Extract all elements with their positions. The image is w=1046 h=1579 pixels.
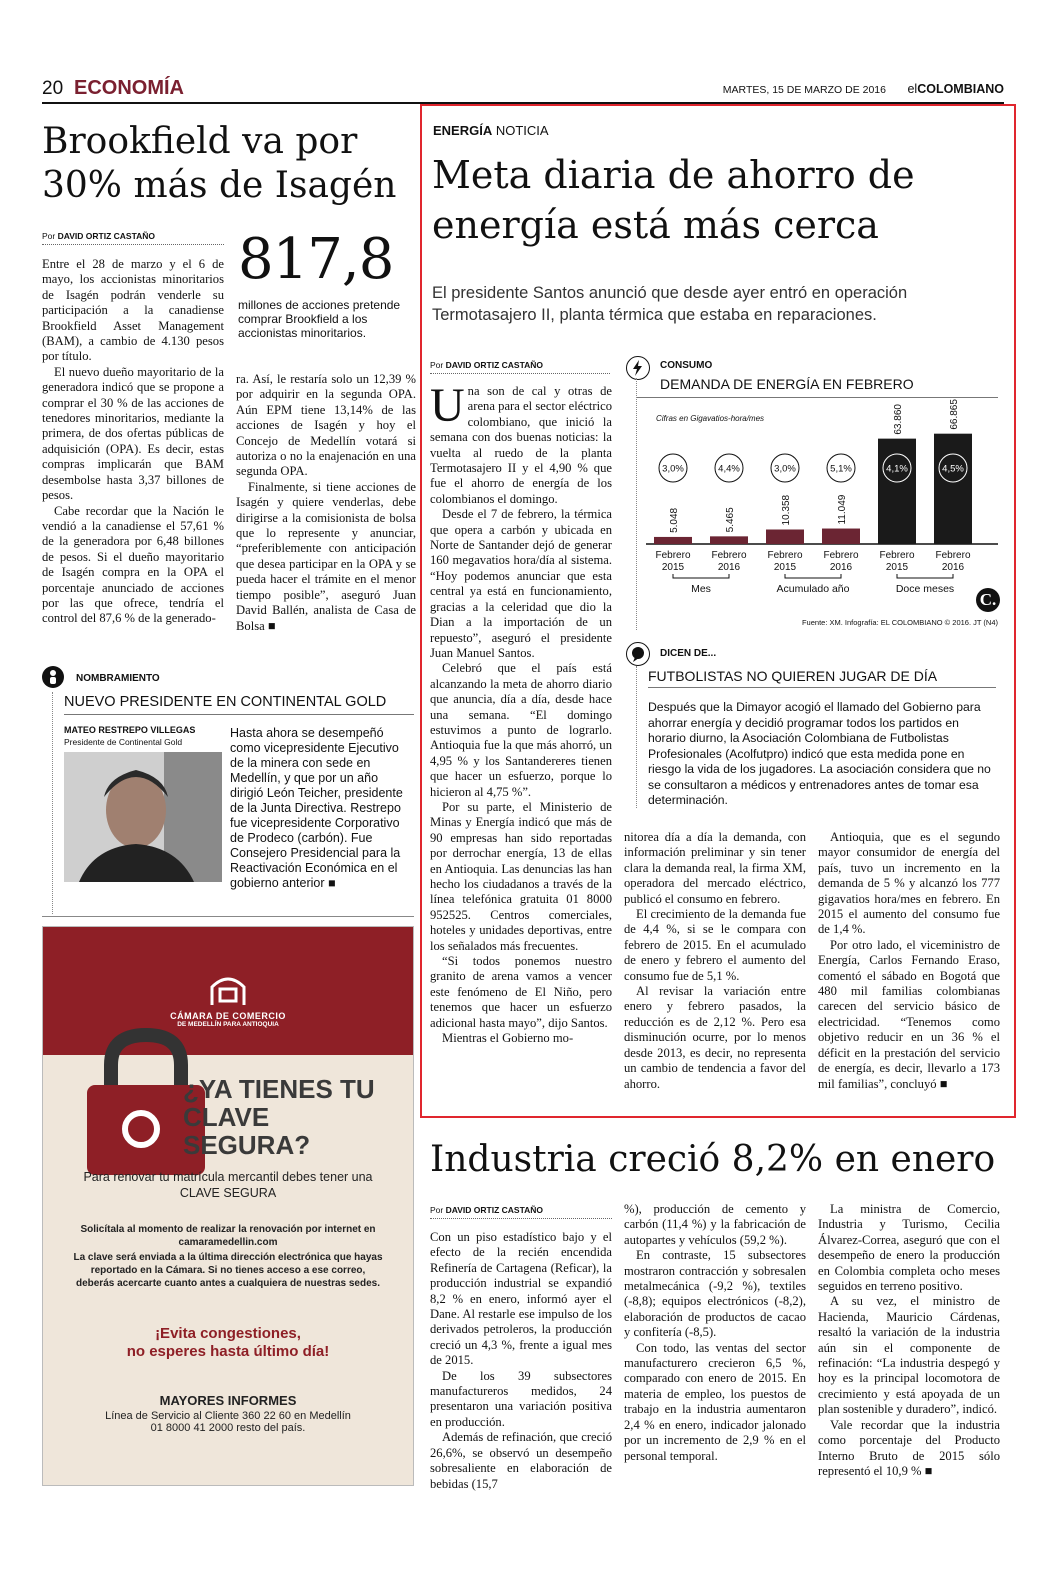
person-icon [42, 666, 64, 688]
bar-value-label: 66.865 [949, 399, 960, 430]
category-label: Febrero [823, 550, 859, 561]
left-rule [52, 692, 53, 914]
demand-chart [626, 356, 1006, 634]
masthead: elCOLOMBIANO [907, 82, 1004, 96]
group-bracket [785, 574, 841, 578]
big-number: 817,8 [238, 227, 394, 292]
bar-value-label: 5.465 [725, 507, 736, 533]
nombramiento-kicker: NOMBRAMIENTO [76, 673, 160, 684]
growth-label: 3,0% [774, 463, 796, 475]
byline-rule [430, 1218, 612, 1219]
industria-column-2: %), producción de cemento y carbón (11,4 %) y la fabricación de autopartes y vehículos (59,2 %). En contraste, 15 subsectores mostraron contracción y sobresalen metalmecánica (-9,2 %), textiles (-8,8); equipos electrónicos (-8,2), elaboración de productos de cacao y confitería (-8,5). Con todo, las ventas del sector manufacturero crecieron 6,5 %, comparado con enero de 2015. En materia de empleo, los puestos de trabajo en la industria aumentaron 2,4 % en enero, indicador jalonado por un incremento de 2,9 % en el personal temporal. [624, 1202, 806, 1463]
brookfield-byline: Por DAVID ORTIZ CASTAÑO [42, 231, 156, 241]
dicen-text: Después que la Dimayor acogió el llamado del Gobierno para ahorrar energía y decidió programar todos los partidos en horario diurno, la Asociación Colombiana de Futbolistas Profesionales (Acolfutpro) indicó que esta medida pone en riesgo la vida de los jugadores. La asociación considera que no se consultaron a médicos y entrenadores antes de tomar esa determinación. [648, 700, 991, 807]
camara-logo [208, 975, 248, 1007]
person-role: Presidente de Continental Gold [64, 737, 183, 747]
speech-icon [626, 642, 650, 666]
page-header [42, 76, 1004, 100]
category-label: Febrero [935, 550, 971, 561]
category-label: 2016 [717, 562, 741, 573]
dicen-title-rule [648, 687, 996, 688]
chart-source: Fuente: XM. Infografía: EL COLOMBIANO © 2016. JT (N4) [801, 618, 998, 627]
big-number-caption: millones de acciones pretende comprar Brookfield a los accionistas minoritarios. [238, 298, 401, 340]
chart-bar [710, 536, 748, 544]
energy-column-1: Una son de cal y otras de arena para el sector eléctrico colombiano, que inició la semana con dos buenas noticias: la vuelta al ruedo de la planta Termotasajero II y el 4,90 % que fue el ahorro de energía de los colombianos el domingo. Desde el 7 de febrero, la térmica que opera a carbón y ubicada en Norte de Santander dejó de generar 160 megavatios hora/día al sistema. “Hoy podemos anunciar que esta central ya está en funcionamiento, gracias a la celeridad que dio la Dian a la importación de un repuesto”, aseguró el presidente Juan Manuel Santos. Celebró que el país está alcanzando la meta de ahorro diario que anuncia, día a día, desde hace una semana. “El domingo estuvimos a punto de lograrlo. Antioquia fue la que más ahorró, un 4,95 % y los Santandereres tienen que hacer un esfuerzo, porque lo hicieron al 4,75 %”. Por su parte, el Ministerio de Minas y Energía indicó que más de 90 empresas han sido reportadas por derrochar energía, 13 de ellas en Antioquia. Las denuncias las han hecho los ciudadanos a través de la línea telefónica gratuita 01 8000 952525. Centros comerciales, hoteles y unidades deportivas, entre los señalados más frecuentes. “Si todos ponemos nuestro granito de arena vamos a vencer este fenómeno de El Niño, pero tenemos que hacer un esfuerzo adicional hasta mayo”, dijo Santos. Mientras el Gobierno mo- [430, 379, 612, 1046]
person-name: MATEO RESTREPO VILLEGAS [64, 725, 196, 735]
industria-byline: Por DAVID ORTIZ CASTAÑO [430, 1205, 544, 1215]
energy-column-3: Antioquia, que es el segundo mayor consumidor de energía del país, tuvo un incremento en la demanda de 5 % y alcanzó los 777 gigavatios hora/mes en febrero. En 2015 el aumento del consumo fue de 1,4 %. Por otro lado, el viceministro de Energía, Carlos Fernando Eraso, comentó el sábado en Bogotá que 480 mil familias colombianas carecen del servicio básico de electricidad. “Tenemos como objetivo reducir en un 36 % el déficit en la prestación del servicio de energía, es decir, llevarlo a 173 mil familias”, concluyó ■ [818, 830, 1000, 1091]
byline-rule [430, 373, 610, 374]
growth-label: 4,4% [718, 463, 740, 475]
nombramiento-title: NUEVO PRESIDENTE EN CONTINENTAL GOLD [64, 694, 387, 710]
drop-cap: U [430, 379, 465, 432]
brookfield-headline: Brookfield va por 30% más de Isagén [42, 121, 397, 206]
bar-value-label: 10.358 [781, 494, 792, 526]
ad-headline: ¿YA TIENES TU CLAVE SEGURA? [183, 1074, 375, 1160]
ad-subline: Para renovar tu matrícula mercantil debes tener una CLAVE SEGURA [83, 1170, 373, 1200]
person-photo [64, 752, 222, 882]
ad-more-info: MAYORES INFORMES Línea de Servicio al Cliente 360 22 60 en Medellín 01 8000 41 2000 resto del país. [105, 1393, 351, 1434]
section-name: ECONOMÍA [74, 77, 184, 99]
chart-bar [766, 529, 804, 544]
page-number: 20 [42, 78, 64, 99]
category-label: 2015 [885, 562, 909, 573]
ad-org-name: CÁMARA DE COMERCIO DE MEDELLÍN PARA ANTIOQUIA [170, 1011, 286, 1028]
ad-cta: ¡Evita congestiones, no esperes hasta último día! [126, 1325, 330, 1360]
growth-label: 4,5% [942, 463, 964, 475]
chart-units: Cifras en Gigavatios-hora/mes [656, 414, 765, 423]
energy-column-2: nitorea día a día la demanda, con información preliminar y sin tener clara la demanda real, la firma XM, operadora del mercado eléctrico, publicó el consumo en febrero. El crecimiento de la demanda fue de 4,4 %, si se le compara con febrero de 2015. En el acumulado de enero y febrero el aumento del consumo fue de 5,1 %. Al revisar la variación entre enero y febrero pasados, la reducción es de 2,12 %. Pero esa disminución ocurre, por lo menos desde 2013, es decir, no representa un cambio de tendencia a favor del ahorro. [624, 830, 806, 1091]
dicen-title: FUTBOLISTAS NO QUIEREN JUGAR DE DÍA [648, 668, 938, 684]
group-label: Doce meses [895, 583, 955, 595]
growth-label: 5,1% [830, 463, 852, 475]
category-label: 2016 [941, 562, 965, 573]
group-bracket [897, 574, 953, 578]
chart-plot [626, 356, 1006, 634]
ad-info: Solicítala al momento de realizar la renovación por internet en camaramedellin.com La clave será enviada a la última dirección electrónica que hayas reportado en la Cámara. Si no tienes acceso a ese correo, deberás acercarte cuanto antes a cualquiera de nuestras sedes. [73, 1224, 383, 1289]
chart-kicker: CONSUMO [660, 360, 713, 371]
colombiano-logo: C. [976, 588, 1000, 612]
industria-column-3: La ministra de Comercio, Industria y Turismo, Cecilia Álvarez-Correa, aseguró que con el desempeño de enero la producción en Colombia completa ocho meses seguidos en terreno positivo. A su vez, el ministro de Hacienda, Mauricio Cárdenas, resaltó la variación de la industria aún sin el componente de refinación: “La industria despegó y hoy es la principal locomotora de crecimiento y está apoyada de un plan sostenible y duradero”, indicó. Vale recordar que la industria como porcentaje del Producto Interno Bruto de 2015 sólo representó el 10,9 % ■ [818, 1202, 1000, 1478]
nombramiento-box [42, 664, 414, 914]
dicen-de-box [626, 642, 1006, 812]
chart-bar [822, 529, 860, 544]
byline-rule [42, 244, 224, 245]
dicen-left-rule [636, 666, 637, 808]
column-rule [42, 916, 414, 917]
category-label: Febrero [711, 550, 747, 561]
bar-value-label: 5.048 [669, 507, 680, 533]
bar-value-label: 11.049 [837, 494, 848, 525]
chart-bar [934, 434, 972, 544]
industria-headline: Industria creció 8,2% en enero [430, 1139, 996, 1180]
category-label: Febrero [655, 550, 691, 561]
dicen-kicker: DICEN DE... [660, 648, 717, 659]
energy-kicker: ENERGÍA NOTICIA [433, 123, 549, 138]
bar-value-label: 63.860 [893, 404, 904, 435]
category-label: Febrero [767, 550, 803, 561]
energy-byline: Por DAVID ORTIZ CASTAÑO [430, 360, 544, 370]
industria-column-1: Con un piso estadístico bajo y el efecto de la recién encendida Refinería de Cartagena (Reficar), la producción industrial se expandió 8,2 % en enero, informó ayer el Dane. Al restarle ese impulso de los derivados petroleros, la producción creció un 4,3 %, frente a igual mes de 2015. De los 39 subsectores manufactureros medidos, 24 presentaron una variación positiva en producción. Además de refinación, que creció 26,6%, se observó un desempeño sobresaliente en elaboración de bebidas (15,7 [430, 1230, 612, 1491]
brookfield-column-2: ra. Así, le restaría solo un 12,39 % por adquirir en la segunda OPA. Aún EPM tiene 13,14% de las acciones de Isagén y hoy el Concejo de Medellín votará si autoriza o no la enajenación en una segunda OPA. Finalmente, si tiene acciones de Isagén y quiere venderlas, debe dirigirse a la comisionista de bolsa que lo represente y anunciar, “preferiblemente con anticipación que desea participar en la OPA y se pueda hacer el trámite en el menor tiempo posible”, aseguró Juan David Ballén, analista de Casa de Bolsa ■ [236, 372, 416, 633]
energy-deck: El presidente Santos anunció que desde ayer entró en operación Termotasajero II, planta térmica que estaba en reparaciones. [432, 284, 908, 324]
title-rule [64, 714, 414, 715]
category-label: 2015 [773, 562, 797, 573]
group-label: Acumulado año [776, 583, 850, 595]
category-label: Febrero [879, 550, 915, 561]
nombramiento-text: Hasta ahora se desempeñó como vicepresidente Ejecutivo de la minera con sede en Medellín, y que por un año dirigió León Teicher, presidente de la Junta Directiva. Restrepo fue vicepresidente Corporativo de Prodeco (carbón). Fue Consejero Presidencial para la Reactivación Económica en el gobierno anterior ■ [230, 726, 403, 890]
camara-comercio-ad [42, 926, 414, 1486]
category-label: 2016 [829, 562, 853, 573]
chart-title: DEMANDA DE ENERGÍA EN FEBRERO [660, 376, 914, 392]
group-bracket [673, 574, 729, 578]
growth-label: 3,0% [662, 463, 684, 475]
group-label: Mes [691, 583, 711, 595]
chart-bar [654, 537, 692, 544]
energy-headline: Meta diaria de ahorro de energía está más cerca [432, 153, 915, 247]
category-label: 2015 [661, 562, 685, 573]
brookfield-column-1: Entre el 28 de marzo y el 6 de mayo, los accionistas minoritarios de Isagén podrán venderle su participación a la canadiense Brookfield Asset Management (BAM), a cambio de 4.130 pesos por título. El nuevo dueño mayoritario de la generadora indicó que se propone a comprar el 30 % de las acciones de tenedores minoritarios, mediante la primera, de dos ofertas públicas de adquisición (OPA). Es decir, estas compras implicarán que BAM desembolse hasta 3,37 billones de pesos. Cabe recordar que la Nación le vendió a la canadiense el 57,61 % de la generadora por 6,48 billones de pesos. Si el dueño mayoritario de Isagén compra en la OPA el porcentaje anunciado de acciones por las que ofrece, tendría el control del 87,6 % de la generado- [42, 257, 224, 626]
growth-label: 4,1% [886, 463, 908, 475]
issue-date: MARTES, 15 DE MARZO DE 2016 [722, 84, 886, 96]
